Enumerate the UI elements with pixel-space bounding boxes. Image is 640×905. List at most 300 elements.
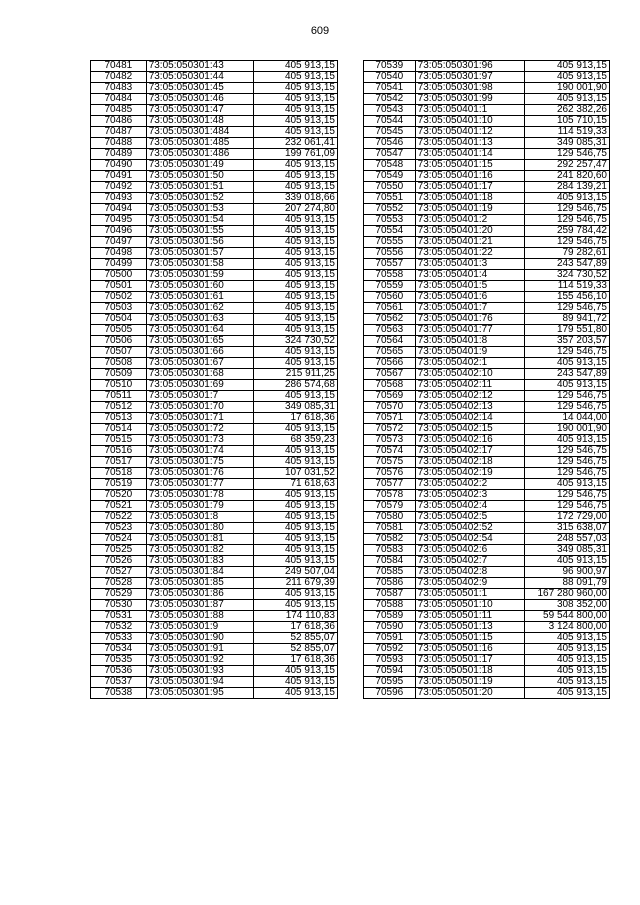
row-number-cell: 70576 bbox=[364, 468, 416, 479]
cadastral-number-cell: 73:05:050301:47 bbox=[146, 105, 254, 116]
row-number-cell: 70550 bbox=[364, 182, 416, 193]
row-number-cell: 70487 bbox=[91, 127, 147, 138]
cadastral-number-cell: 73:05:050301:66 bbox=[146, 347, 254, 358]
cadastral-number-cell: 73:05:050401:20 bbox=[415, 226, 524, 237]
table-row bbox=[364, 182, 610, 193]
value-cell: 405 913,15 bbox=[525, 666, 610, 677]
row-number-cell: 70567 bbox=[364, 369, 416, 380]
value-cell: 405 913,15 bbox=[254, 105, 338, 116]
row-number-cell: 70562 bbox=[364, 314, 416, 325]
table-row bbox=[364, 281, 610, 292]
value-cell: 405 913,15 bbox=[254, 512, 338, 523]
cadastral-number-cell: 73:05:050301:46 bbox=[146, 94, 254, 105]
row-number-cell: 70532 bbox=[91, 622, 147, 633]
table-row bbox=[91, 149, 338, 160]
value-cell: 405 913,15 bbox=[254, 666, 338, 677]
value-cell: 71 618,63 bbox=[254, 479, 338, 490]
table-row bbox=[364, 655, 610, 666]
value-cell: 129 546,75 bbox=[525, 204, 610, 215]
table-row bbox=[91, 688, 338, 699]
row-number-cell: 70526 bbox=[91, 556, 147, 567]
value-cell: 405 913,15 bbox=[254, 171, 338, 182]
value-cell: 405 913,15 bbox=[254, 677, 338, 688]
cadastral-number-cell: 73:05:050301:99 bbox=[415, 94, 524, 105]
table-row bbox=[91, 237, 338, 248]
value-cell: 129 546,75 bbox=[525, 490, 610, 501]
cadastral-number-cell: 73:05:050301:81 bbox=[146, 534, 254, 545]
value-cell: 405 913,15 bbox=[254, 72, 338, 83]
value-cell: 405 913,15 bbox=[254, 600, 338, 611]
row-number-cell: 70549 bbox=[364, 171, 416, 182]
row-number-cell: 70551 bbox=[364, 193, 416, 204]
table-row bbox=[91, 435, 338, 446]
cadastral-number-cell: 73:05:050401:6 bbox=[415, 292, 524, 303]
value-cell: 179 551,80 bbox=[525, 325, 610, 336]
row-number-cell: 70581 bbox=[364, 523, 416, 534]
row-number-cell: 70503 bbox=[91, 303, 147, 314]
value-cell: 243 547,89 bbox=[525, 259, 610, 270]
table-row bbox=[364, 523, 610, 534]
row-number-cell: 70507 bbox=[91, 347, 147, 358]
cadastral-number-cell: 73:05:050401:8 bbox=[415, 336, 524, 347]
cadastral-number-cell: 73:05:050301:59 bbox=[146, 270, 254, 281]
value-cell: 52 855,07 bbox=[254, 644, 338, 655]
value-cell: 405 913,15 bbox=[254, 61, 338, 72]
cadastral-number-cell: 73:05:050402:9 bbox=[415, 578, 524, 589]
row-number-cell: 70529 bbox=[91, 589, 147, 600]
value-cell: 405 913,15 bbox=[254, 347, 338, 358]
row-number-cell: 70588 bbox=[364, 600, 416, 611]
cadastral-number-cell: 73:05:050401:15 bbox=[415, 160, 524, 171]
cadastral-number-cell: 73:05:050301:71 bbox=[146, 413, 254, 424]
cadastral-number-cell: 73:05:050301:44 bbox=[146, 72, 254, 83]
cadastral-number-cell: 73:05:050301:65 bbox=[146, 336, 254, 347]
row-number-cell: 70530 bbox=[91, 600, 147, 611]
cadastral-number-cell: 73:05:050301:50 bbox=[146, 171, 254, 182]
row-number-cell: 70586 bbox=[364, 578, 416, 589]
cadastral-number-cell: 73:05:050401:18 bbox=[415, 193, 524, 204]
table-row bbox=[91, 391, 338, 402]
value-cell: 3 124 800,00 bbox=[525, 622, 610, 633]
table-row bbox=[91, 83, 338, 94]
row-number-cell: 70511 bbox=[91, 391, 147, 402]
row-number-cell: 70499 bbox=[91, 259, 147, 270]
table-row bbox=[91, 138, 338, 149]
row-number-cell: 70483 bbox=[91, 83, 147, 94]
value-cell: 248 557,03 bbox=[525, 534, 610, 545]
row-number-cell: 70572 bbox=[364, 424, 416, 435]
value-cell: 405 913,15 bbox=[254, 215, 338, 226]
row-number-cell: 70557 bbox=[364, 259, 416, 270]
value-cell: 17 618,36 bbox=[254, 655, 338, 666]
row-number-cell: 70542 bbox=[364, 94, 416, 105]
row-number-cell: 70543 bbox=[364, 105, 416, 116]
value-cell: 405 913,15 bbox=[525, 655, 610, 666]
table-row bbox=[91, 160, 338, 171]
table-row bbox=[91, 193, 338, 204]
table-row bbox=[91, 369, 338, 380]
row-number-cell: 70482 bbox=[91, 72, 147, 83]
row-number-cell: 70574 bbox=[364, 446, 416, 457]
table-row bbox=[364, 292, 610, 303]
cadastral-number-cell: 73:05:050402:6 bbox=[415, 545, 524, 556]
cadastral-number-cell: 73:05:050402:16 bbox=[415, 435, 524, 446]
cadastral-number-cell: 73:05:050401:7 bbox=[415, 303, 524, 314]
table-row bbox=[91, 534, 338, 545]
table-row bbox=[364, 424, 610, 435]
table-row bbox=[91, 94, 338, 105]
value-cell: 405 913,15 bbox=[254, 226, 338, 237]
row-number-cell: 70521 bbox=[91, 501, 147, 512]
table-row bbox=[364, 413, 610, 424]
value-cell: 52 855,07 bbox=[254, 633, 338, 644]
value-cell: 405 913,15 bbox=[254, 94, 338, 105]
value-cell: 405 913,15 bbox=[254, 303, 338, 314]
table-row bbox=[91, 589, 338, 600]
value-cell: 405 913,15 bbox=[254, 688, 338, 699]
row-number-cell: 70552 bbox=[364, 204, 416, 215]
cadastral-number-cell: 73:05:050301:94 bbox=[146, 677, 254, 688]
row-number-cell: 70520 bbox=[91, 490, 147, 501]
value-cell: 405 913,15 bbox=[254, 292, 338, 303]
value-cell: 405 913,15 bbox=[254, 270, 338, 281]
table-row bbox=[91, 105, 338, 116]
row-number-cell: 70522 bbox=[91, 512, 147, 523]
value-cell: 357 203,57 bbox=[525, 336, 610, 347]
table-row bbox=[91, 61, 338, 72]
row-number-cell: 70554 bbox=[364, 226, 416, 237]
cadastral-number-cell: 73:05:050301:8 bbox=[146, 512, 254, 523]
cadastral-number-cell: 73:05:050402:2 bbox=[415, 479, 524, 490]
value-cell: 207 274,80 bbox=[254, 204, 338, 215]
row-number-cell: 70544 bbox=[364, 116, 416, 127]
row-number-cell: 70595 bbox=[364, 677, 416, 688]
cadastral-number-cell: 73:05:050301:74 bbox=[146, 446, 254, 457]
cadastral-number-cell: 73:05:050501:19 bbox=[415, 677, 524, 688]
cadastral-number-cell: 73:05:050301:83 bbox=[146, 556, 254, 567]
row-number-cell: 70510 bbox=[91, 380, 147, 391]
table-row bbox=[364, 369, 610, 380]
row-number-cell: 70535 bbox=[91, 655, 147, 666]
table-row bbox=[364, 380, 610, 391]
table-row bbox=[91, 446, 338, 457]
row-number-cell: 70563 bbox=[364, 325, 416, 336]
value-cell: 79 282,61 bbox=[525, 248, 610, 259]
value-cell: 405 913,15 bbox=[254, 545, 338, 556]
table-row bbox=[364, 402, 610, 413]
row-number-cell: 70531 bbox=[91, 611, 147, 622]
value-cell: 190 001,90 bbox=[525, 83, 610, 94]
cadastral-number-cell: 73:05:050301:75 bbox=[146, 457, 254, 468]
table-row bbox=[91, 567, 338, 578]
row-number-cell: 70490 bbox=[91, 160, 147, 171]
cadastral-table-right bbox=[363, 60, 610, 699]
row-number-cell: 70506 bbox=[91, 336, 147, 347]
table-row bbox=[364, 248, 610, 259]
table-row bbox=[364, 303, 610, 314]
table-row bbox=[91, 633, 338, 644]
value-cell: 114 519,33 bbox=[525, 281, 610, 292]
value-cell: 243 547,89 bbox=[525, 369, 610, 380]
cadastral-number-cell: 73:05:050301:88 bbox=[146, 611, 254, 622]
cadastral-number-cell: 73:05:050301:51 bbox=[146, 182, 254, 193]
value-cell: 308 352,00 bbox=[525, 600, 610, 611]
table-row bbox=[91, 644, 338, 655]
row-number-cell: 70517 bbox=[91, 457, 147, 468]
value-cell: 405 913,15 bbox=[525, 435, 610, 446]
row-number-cell: 70545 bbox=[364, 127, 416, 138]
row-number-cell: 70481 bbox=[91, 61, 147, 72]
table-row bbox=[364, 512, 610, 523]
table-row bbox=[364, 72, 610, 83]
row-number-cell: 70568 bbox=[364, 380, 416, 391]
table-row bbox=[364, 171, 610, 182]
table-row bbox=[364, 160, 610, 171]
value-cell: 286 574,68 bbox=[254, 380, 338, 391]
cadastral-number-cell: 73:05:050301:49 bbox=[146, 160, 254, 171]
row-number-cell: 70518 bbox=[91, 468, 147, 479]
table-row bbox=[364, 138, 610, 149]
row-number-cell: 70548 bbox=[364, 160, 416, 171]
table-row bbox=[364, 611, 610, 622]
table-row bbox=[91, 215, 338, 226]
row-number-cell: 70537 bbox=[91, 677, 147, 688]
row-number-cell: 70596 bbox=[364, 688, 416, 699]
row-number-cell: 70508 bbox=[91, 358, 147, 369]
value-cell: 405 913,15 bbox=[254, 490, 338, 501]
table-row bbox=[91, 666, 338, 677]
value-cell: 232 061,41 bbox=[254, 138, 338, 149]
value-cell: 405 913,15 bbox=[254, 116, 338, 127]
cadastral-number-cell: 73:05:050301:93 bbox=[146, 666, 254, 677]
table-row bbox=[91, 292, 338, 303]
cadastral-number-cell: 73:05:050301:57 bbox=[146, 248, 254, 259]
value-cell: 17 618,36 bbox=[254, 622, 338, 633]
row-number-cell: 70491 bbox=[91, 171, 147, 182]
table-row bbox=[91, 457, 338, 468]
cadastral-number-cell: 73:05:050401:17 bbox=[415, 182, 524, 193]
row-number-cell: 70582 bbox=[364, 534, 416, 545]
table-row bbox=[91, 512, 338, 523]
cadastral-number-cell: 73:05:050301:92 bbox=[146, 655, 254, 666]
value-cell: 405 913,15 bbox=[525, 688, 610, 699]
cadastral-number-cell: 73:05:050501:20 bbox=[415, 688, 524, 699]
cadastral-number-cell: 73:05:050401:21 bbox=[415, 237, 524, 248]
row-number-cell: 70547 bbox=[364, 149, 416, 160]
table-row bbox=[364, 61, 610, 72]
value-cell: 405 913,15 bbox=[254, 281, 338, 292]
table-row bbox=[364, 589, 610, 600]
table-row bbox=[364, 325, 610, 336]
row-number-cell: 70589 bbox=[364, 611, 416, 622]
table-row bbox=[364, 468, 610, 479]
table-row bbox=[364, 149, 610, 160]
table-row bbox=[91, 248, 338, 259]
row-number-cell: 70560 bbox=[364, 292, 416, 303]
row-number-cell: 70519 bbox=[91, 479, 147, 490]
table-row bbox=[364, 633, 610, 644]
row-number-cell: 70561 bbox=[364, 303, 416, 314]
value-cell: 259 784,42 bbox=[525, 226, 610, 237]
table-row bbox=[91, 358, 338, 369]
row-number-cell: 70566 bbox=[364, 358, 416, 369]
cadastral-number-cell: 73:05:050301:97 bbox=[415, 72, 524, 83]
cadastral-number-cell: 73:05:050301:72 bbox=[146, 424, 254, 435]
row-number-cell: 70590 bbox=[364, 622, 416, 633]
cadastral-number-cell: 73:05:050301:64 bbox=[146, 325, 254, 336]
value-cell: 241 820,60 bbox=[525, 171, 610, 182]
table-row bbox=[91, 523, 338, 534]
row-number-cell: 70584 bbox=[364, 556, 416, 567]
row-number-cell: 70580 bbox=[364, 512, 416, 523]
value-cell: 129 546,75 bbox=[525, 347, 610, 358]
table-row bbox=[91, 116, 338, 127]
row-number-cell: 70558 bbox=[364, 270, 416, 281]
cadastral-number-cell: 73:05:050301:69 bbox=[146, 380, 254, 391]
table-row bbox=[364, 578, 610, 589]
row-number-cell: 70496 bbox=[91, 226, 147, 237]
cadastral-number-cell: 73:05:050401:5 bbox=[415, 281, 524, 292]
row-number-cell: 70533 bbox=[91, 633, 147, 644]
row-number-cell: 70515 bbox=[91, 435, 147, 446]
table-row bbox=[364, 237, 610, 248]
table-row bbox=[364, 259, 610, 270]
value-cell: 129 546,75 bbox=[525, 468, 610, 479]
row-number-cell: 70525 bbox=[91, 545, 147, 556]
row-number-cell: 70556 bbox=[364, 248, 416, 259]
value-cell: 107 031,52 bbox=[254, 468, 338, 479]
cadastral-number-cell: 73:05:050402:13 bbox=[415, 402, 524, 413]
cadastral-number-cell: 73:05:050301:58 bbox=[146, 259, 254, 270]
value-cell: 284 139,21 bbox=[525, 182, 610, 193]
row-number-cell: 70587 bbox=[364, 589, 416, 600]
table-row bbox=[364, 457, 610, 468]
row-number-cell: 70538 bbox=[91, 688, 147, 699]
cadastral-number-cell: 73:05:050501:11 bbox=[415, 611, 524, 622]
row-number-cell: 70555 bbox=[364, 237, 416, 248]
row-number-cell: 70575 bbox=[364, 457, 416, 468]
value-cell: 349 085,31 bbox=[254, 402, 338, 413]
row-number-cell: 70501 bbox=[91, 281, 147, 292]
row-number-cell: 70486 bbox=[91, 116, 147, 127]
table-row bbox=[91, 501, 338, 512]
value-cell: 405 913,15 bbox=[254, 83, 338, 94]
value-cell: 405 913,15 bbox=[525, 94, 610, 105]
table-row bbox=[364, 116, 610, 127]
value-cell: 292 257,47 bbox=[525, 160, 610, 171]
table-row bbox=[91, 380, 338, 391]
value-cell: 405 913,15 bbox=[254, 182, 338, 193]
table-row bbox=[364, 391, 610, 402]
cadastral-number-cell: 73:05:050301:43 bbox=[146, 61, 254, 72]
table-row bbox=[364, 666, 610, 677]
cadastral-number-cell: 73:05:050301:82 bbox=[146, 545, 254, 556]
value-cell: 405 913,15 bbox=[254, 248, 338, 259]
value-cell: 405 913,15 bbox=[525, 358, 610, 369]
value-cell: 349 085,31 bbox=[525, 138, 610, 149]
value-cell: 17 618,36 bbox=[254, 413, 338, 424]
value-cell: 129 546,75 bbox=[525, 402, 610, 413]
table-row bbox=[364, 270, 610, 281]
row-number-cell: 70488 bbox=[91, 138, 147, 149]
value-cell: 349 085,31 bbox=[525, 545, 610, 556]
row-number-cell: 70485 bbox=[91, 105, 147, 116]
table-row bbox=[91, 204, 338, 215]
value-cell: 405 913,15 bbox=[254, 589, 338, 600]
table-row bbox=[364, 556, 610, 567]
value-cell: 129 546,75 bbox=[525, 457, 610, 468]
table-row bbox=[364, 94, 610, 105]
cadastral-number-cell: 73:05:050402:52 bbox=[415, 523, 524, 534]
row-number-cell: 70571 bbox=[364, 413, 416, 424]
cadastral-number-cell: 73:05:050401:10 bbox=[415, 116, 524, 127]
value-cell: 105 710,15 bbox=[525, 116, 610, 127]
table-row bbox=[91, 479, 338, 490]
cadastral-number-cell: 73:05:050401:3 bbox=[415, 259, 524, 270]
row-number-cell: 70494 bbox=[91, 204, 147, 215]
value-cell: 405 913,15 bbox=[254, 446, 338, 457]
cadastral-number-cell: 73:05:050401:9 bbox=[415, 347, 524, 358]
row-number-cell: 70569 bbox=[364, 391, 416, 402]
row-number-cell: 70585 bbox=[364, 567, 416, 578]
cadastral-number-cell: 73:05:050402:3 bbox=[415, 490, 524, 501]
cadastral-number-cell: 73:05:050301:73 bbox=[146, 435, 254, 446]
row-number-cell: 70500 bbox=[91, 270, 147, 281]
cadastral-number-cell: 73:05:050301:60 bbox=[146, 281, 254, 292]
table-row bbox=[91, 545, 338, 556]
table-row bbox=[91, 413, 338, 424]
cadastral-number-cell: 73:05:050501:13 bbox=[415, 622, 524, 633]
table-row bbox=[364, 479, 610, 490]
table-row bbox=[364, 688, 610, 699]
value-cell: 114 519,33 bbox=[525, 127, 610, 138]
table-row bbox=[91, 468, 338, 479]
value-cell: 155 456,10 bbox=[525, 292, 610, 303]
row-number-cell: 70565 bbox=[364, 347, 416, 358]
table-row bbox=[364, 567, 610, 578]
table-row bbox=[91, 171, 338, 182]
value-cell: 405 913,15 bbox=[254, 325, 338, 336]
value-cell: 315 638,07 bbox=[525, 523, 610, 534]
value-cell: 405 913,15 bbox=[525, 72, 610, 83]
value-cell: 405 913,15 bbox=[254, 534, 338, 545]
cadastral-number-cell: 73:05:050401:1 bbox=[415, 105, 524, 116]
table-row bbox=[364, 435, 610, 446]
table-row bbox=[364, 105, 610, 116]
table-row bbox=[91, 281, 338, 292]
value-cell: 172 729,00 bbox=[525, 512, 610, 523]
cadastral-number-cell: 73:05:050301:96 bbox=[415, 61, 524, 72]
value-cell: 405 913,15 bbox=[254, 358, 338, 369]
row-number-cell: 70578 bbox=[364, 490, 416, 501]
table-row bbox=[364, 215, 610, 226]
cadastral-number-cell: 73:05:050401:4 bbox=[415, 270, 524, 281]
cadastral-number-cell: 73:05:050301:85 bbox=[146, 578, 254, 589]
value-cell: 129 546,75 bbox=[525, 149, 610, 160]
table-row bbox=[364, 644, 610, 655]
value-cell: 129 546,75 bbox=[525, 446, 610, 457]
table-row bbox=[91, 556, 338, 567]
value-cell: 405 913,15 bbox=[525, 556, 610, 567]
row-number-cell: 70546 bbox=[364, 138, 416, 149]
cadastral-number-cell: 73:05:050301:78 bbox=[146, 490, 254, 501]
cadastral-number-cell: 73:05:050301:90 bbox=[146, 633, 254, 644]
row-number-cell: 70583 bbox=[364, 545, 416, 556]
cadastral-number-cell: 73:05:050301:86 bbox=[146, 589, 254, 600]
cadastral-number-cell: 73:05:050501:18 bbox=[415, 666, 524, 677]
cadastral-number-cell: 73:05:050301:84 bbox=[146, 567, 254, 578]
table-row bbox=[91, 424, 338, 435]
